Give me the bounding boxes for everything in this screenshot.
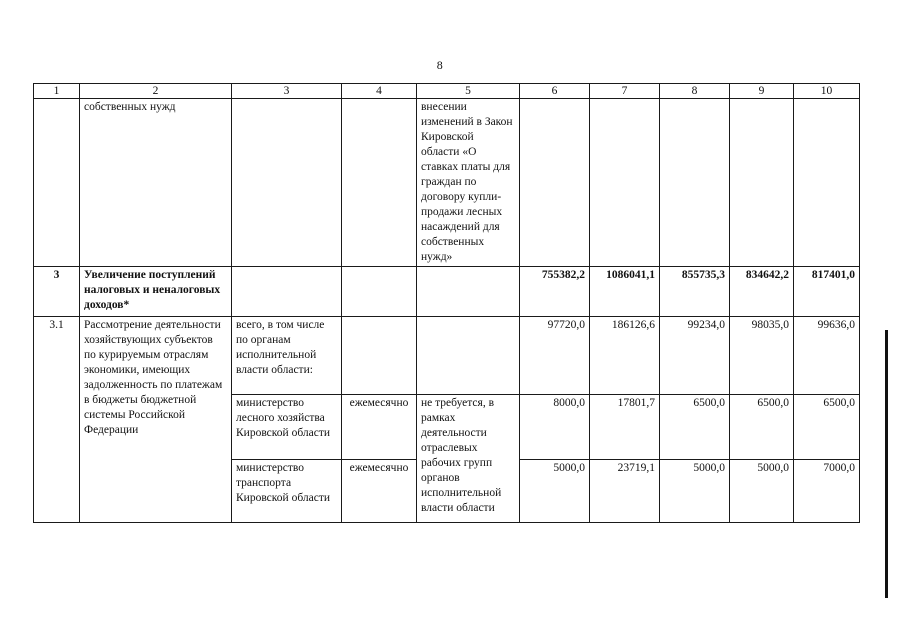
header-cell: 6	[520, 84, 590, 99]
table-row	[34, 267, 860, 317]
executor-cell: всего, в том числе по органам исполнительной власти области:	[232, 317, 342, 395]
value-cell: 98035,0	[730, 317, 794, 395]
value-cell: 8000,0	[520, 395, 590, 460]
header-cell: 9	[730, 84, 794, 99]
measure-title-cell: собственных нужд	[80, 99, 232, 267]
frequency-cell: ежемесячно	[342, 460, 417, 523]
header-cell: 1	[34, 84, 80, 99]
measure-title-cell: Рассмотрение деятельности хозяйствующих субъектов по курируемым отраслям экономики, имеющих задолженность по платежам в бюджеты бюджетной системы Российской Федерации	[80, 317, 232, 523]
header-cell: 4	[342, 84, 417, 99]
value-cell: 855735,3	[660, 267, 730, 317]
value-cell: 7000,0	[794, 460, 860, 523]
value-cell: 5000,0	[730, 460, 794, 523]
value-cell: 1086041,1	[590, 267, 660, 317]
table-row	[34, 99, 860, 267]
value-cell: 23719,1	[590, 460, 660, 523]
value-cell: 6500,0	[660, 395, 730, 460]
value-cell: 186126,6	[590, 317, 660, 395]
header-cell: 7	[590, 84, 660, 99]
header-cell: 5	[417, 84, 520, 99]
measure-title-cell: Увеличение поступлений налоговых и неналоговых доходов*	[80, 267, 232, 317]
value-cell: 6500,0	[794, 395, 860, 460]
value-cell: 817401,0	[794, 267, 860, 317]
table-row	[34, 317, 860, 395]
executor-cell: министерство транспорта Кировской области	[232, 460, 342, 523]
value-cell: 755382,2	[520, 267, 590, 317]
value-cell: 5000,0	[520, 460, 590, 523]
value-cell: 97720,0	[520, 317, 590, 395]
value-cell: 17801,7	[590, 395, 660, 460]
header-cell: 10	[794, 84, 860, 99]
row-number: 3	[34, 267, 80, 317]
measures-table	[33, 83, 860, 523]
note-cell: не требуется, в рамках деятельности отраслевых рабочих групп органов исполнительной власти области	[417, 395, 520, 523]
value-cell: 6500,0	[730, 395, 794, 460]
margin-mark	[885, 330, 888, 598]
page-number: 8	[436, 58, 444, 72]
note-cell: внесении изменений в Закон Кировской области «О ставках платы для граждан по договору купли-продажи лесных насаждений для собственных нужд»	[417, 99, 520, 267]
value-cell: 5000,0	[660, 460, 730, 523]
column-number-header	[34, 84, 860, 99]
executor-cell: министерство лесного хозяйства Кировской области	[232, 395, 342, 460]
header-cell: 3	[232, 84, 342, 99]
value-cell: 99636,0	[794, 317, 860, 395]
header-cell: 2	[80, 84, 232, 99]
frequency-cell: ежемесячно	[342, 395, 417, 460]
value-cell: 834642,2	[730, 267, 794, 317]
row-number: 3.1	[34, 317, 80, 523]
header-cell: 8	[660, 84, 730, 99]
value-cell: 99234,0	[660, 317, 730, 395]
